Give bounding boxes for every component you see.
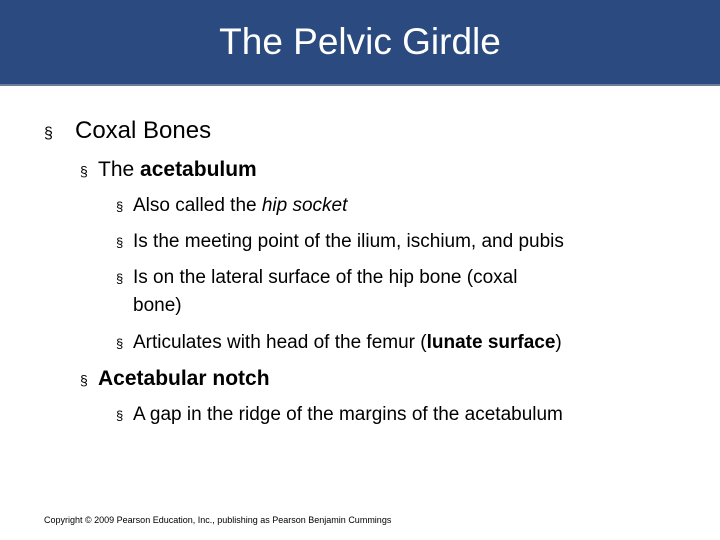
bullet-text-bold: acetabulum bbox=[140, 158, 257, 181]
bullet-articulates bbox=[116, 331, 562, 356]
bullet-notch-gap bbox=[116, 403, 563, 428]
bullet-text: bone) bbox=[133, 295, 182, 316]
bullet-text-prefix: The bbox=[98, 158, 141, 181]
bullet-acetabular-notch bbox=[80, 366, 270, 393]
bullet-meeting-point bbox=[116, 230, 564, 255]
bullet-text-prefix: Also called the bbox=[133, 195, 262, 216]
bullet-lateral-surface bbox=[116, 266, 517, 291]
bullet-hip-socket bbox=[116, 194, 347, 219]
bullet-icon: § bbox=[116, 199, 124, 214]
bullet-icon: § bbox=[116, 235, 124, 250]
bullet-coxal-bones bbox=[44, 116, 211, 149]
bullet-icon: § bbox=[44, 125, 53, 142]
bullet-icon: § bbox=[80, 163, 88, 179]
bullet-icon: § bbox=[116, 271, 124, 286]
bullet-text-prefix: Articulates with head of the femur ( bbox=[133, 332, 427, 353]
bullet-lateral-surface-continued bbox=[133, 294, 182, 318]
bullet-text-bold: lunate surface bbox=[426, 332, 556, 353]
title-bar bbox=[0, 0, 720, 86]
bullet-text: Coxal Bones bbox=[75, 117, 212, 144]
bullet-icon: § bbox=[116, 336, 124, 351]
bullet-text: A gap in the ridge of the margins of the acetabulum bbox=[133, 404, 563, 425]
bullet-acetabulum bbox=[80, 157, 257, 184]
bullet-text-bold: Acetabular notch bbox=[98, 367, 270, 390]
bullet-text: Is the meeting point of the ilium, ischium, and pubis bbox=[133, 231, 564, 252]
bullet-text-suffix: ) bbox=[555, 332, 562, 353]
slide-title: The Pelvic Girdle bbox=[219, 21, 501, 62]
bullet-icon: § bbox=[80, 372, 88, 388]
bullet-text: Is on the lateral surface of the hip bone (coxal bbox=[133, 267, 518, 288]
copyright-footer: Copyright © 2009 Pearson Education, Inc., publishing as Pearson Benjamin Cummings bbox=[44, 515, 392, 525]
bullet-icon: § bbox=[116, 408, 124, 423]
bullet-text-italic: hip socket bbox=[261, 195, 348, 216]
